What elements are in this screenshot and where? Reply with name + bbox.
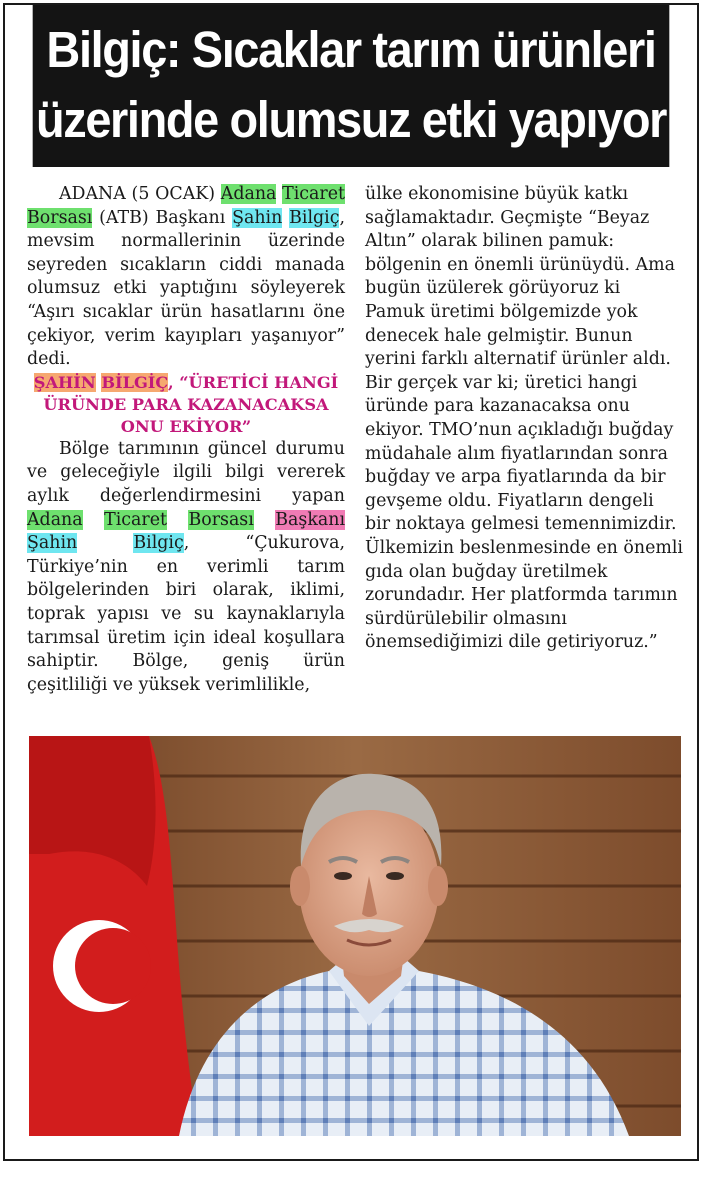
right-column — [365, 183, 683, 655]
article-headline — [33, 5, 670, 167]
highlight-adana: Adana — [220, 184, 277, 204]
headline-line-1: Bilgiç: Sıcaklar tarım ürünleri — [46, 21, 656, 78]
dateline-text: ADANA (5 OCAK) — [59, 184, 221, 204]
body-text: (ATB) Başkanı — [92, 207, 233, 228]
body-text: , “Çukurova, Türkiye’nin en verimli tarım bölgelerinden biri olarak, iklimi, toprak yapısı ve su kaynaklarıyla tarımsal üretim için ideal koşullara sahiptir. Bölge, geniş ürün çeşitliliği ve yüksek verimlilikle, — [27, 533, 346, 695]
highlight-baskani: Başkanı — [275, 509, 346, 530]
highlight-bilgic-caps: BİLGİÇ — [101, 372, 168, 392]
highlight-sahin-caps: ŞAHİN — [33, 372, 96, 392]
article-frame — [3, 3, 699, 1161]
intro-paragraph — [27, 183, 345, 372]
highlight-adana: Adana — [27, 509, 83, 530]
quote-continuation: ülke ekonomisine büyük katkı sağlamaktadır. Geçmişte “Beyaz Altın” olarak bilinen pamuk: bölgenin en önemli ürünüydü. Ama bugün üzülerek görüyoruz ki Pamuk üretimi bölgemizde yok denecek hale gelmiştir. Bunun yerini farklı alternatif ürünler aldı. Bir gerçek var ki; üretici hangi üründe para kazanacaksa onu ekiyor. TMO’nun açıkladığı buğday müdahale alım fiyatlarından sonra buğday ve arpa fiyatlarında da bir gevşeme oldu. Fiyatların dengeli bir noktaya gelmesi temennimizdir. Ülkemizin beslenmesinde en önemli gıda olan buğday üretilmek zorundadır. Her platformda tarımın sürdürülebilir olmasını önemsediğimizi dile getiriyoruz.” — [365, 184, 683, 653]
highlight-ticaret: Ticaret — [104, 509, 167, 530]
highlight-borsasi: Borsası — [188, 509, 254, 530]
highlight-sahin: Şahin — [27, 533, 78, 554]
highlight-borsasi: Borsası — [27, 207, 93, 228]
subheading — [27, 372, 345, 438]
highlight-bilgic: Bilgiç — [289, 207, 340, 228]
highlight-sahin: Şahin — [232, 207, 283, 228]
headline-line-2: üzerinde olumsuz etki yapıyor — [35, 91, 667, 148]
body-paragraph — [27, 438, 345, 698]
subheading-text: , “ÜRETİCİ HANGİ ÜRÜNDE PARA KAZANACAKSA ONU EKİYOR” — [43, 372, 339, 436]
left-column — [27, 183, 345, 697]
highlight-ticaret: Ticaret — [282, 184, 346, 204]
body-text: , mevsim normallerinin üzerinde seyreden sıcakların ciddi manada olumsuz etki yaptığını söyleyerek “Aşırı sıcaklar ürün hasatlarını öne çekiyor, verim kayıpları yaşanıyor” dedi. — [27, 207, 345, 370]
portrait-photo — [29, 736, 681, 1136]
body-text: Bölge tarımının güncel durumu ve geleceğiyle ilgili bilgi vererek aylık değerlendirmesini yapan — [27, 438, 345, 506]
highlight-bilgic: Bilgiç — [133, 533, 184, 554]
